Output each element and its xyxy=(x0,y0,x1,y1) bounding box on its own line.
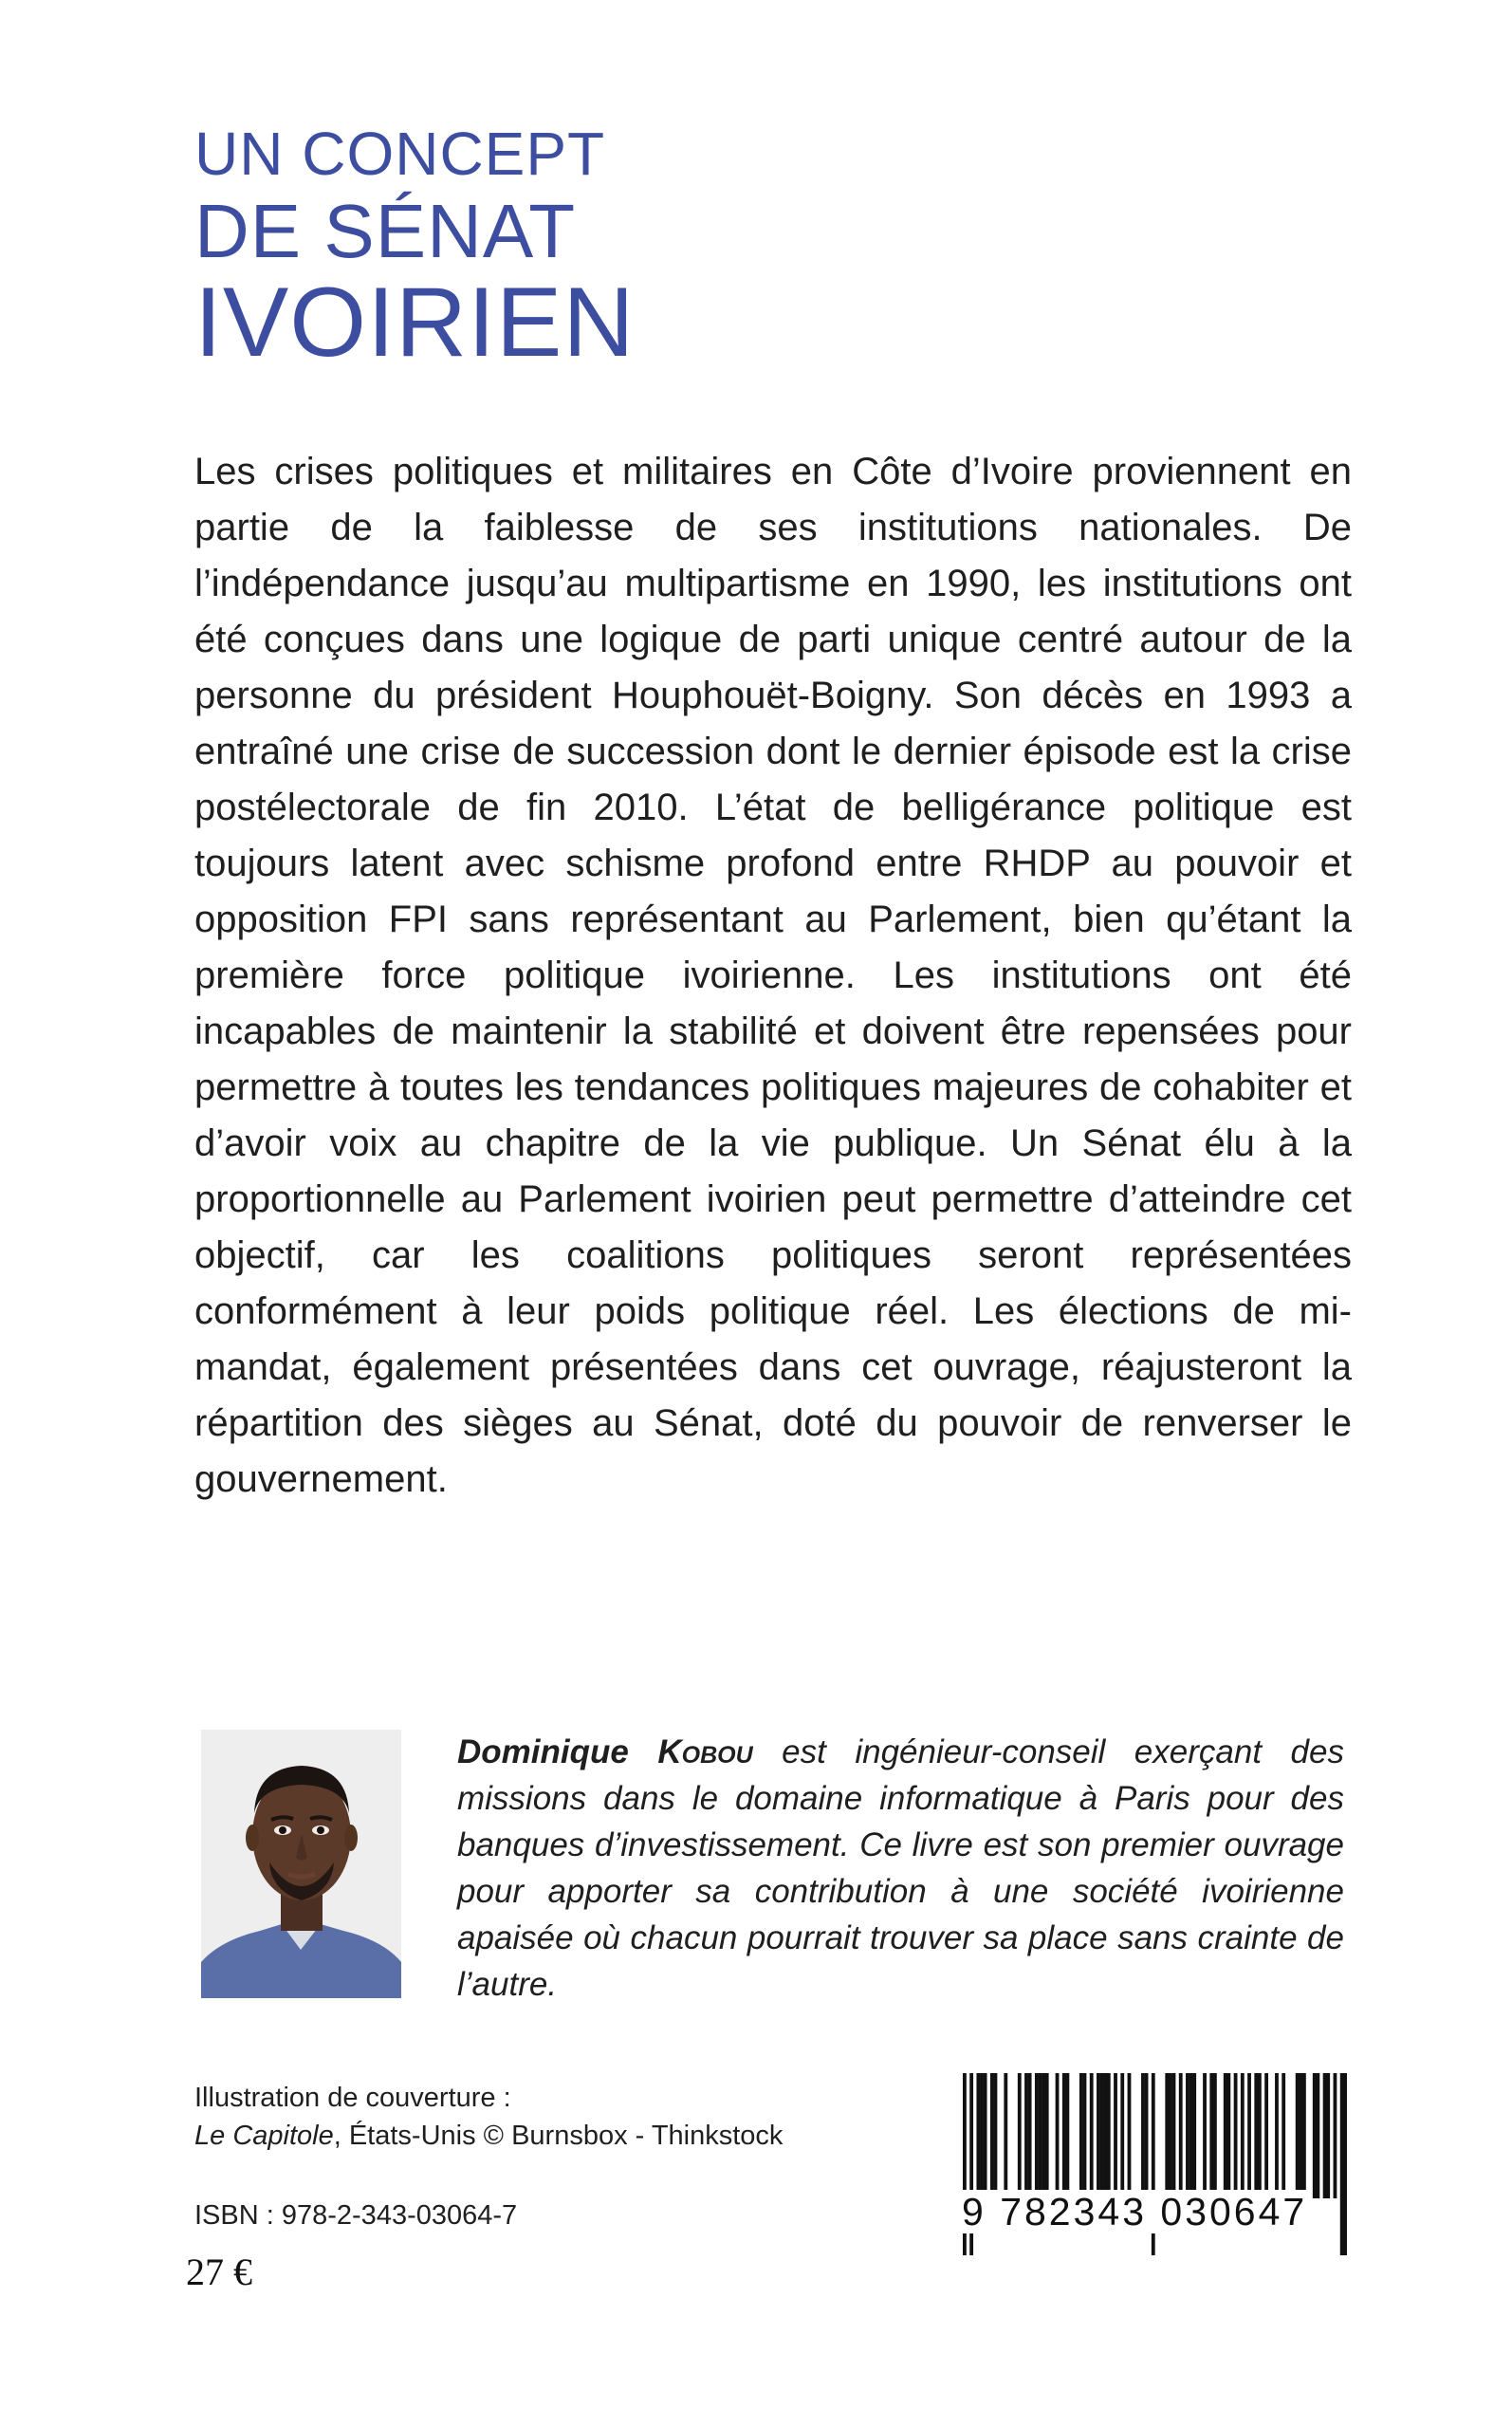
barcode-bar xyxy=(1028,2073,1032,2198)
barcode-bar xyxy=(1141,2073,1145,2198)
illustration-label: Illustration de couverture : xyxy=(194,2083,511,2113)
barcode-bar xyxy=(1103,2073,1107,2198)
barcode-bar xyxy=(1090,2073,1094,2198)
barcode-bar xyxy=(1056,2073,1060,2198)
isbn: ISBN : 978-2-343-03064-7 xyxy=(194,2200,518,2231)
barcode-bar xyxy=(1234,2073,1238,2198)
cover-illustration-credit xyxy=(194,2079,783,2155)
barcode-bar xyxy=(1209,2073,1213,2198)
author-bio xyxy=(457,1729,1344,2008)
barcode-bar xyxy=(1326,2073,1330,2198)
barcode-bar xyxy=(1334,2073,1337,2198)
barcode-bar xyxy=(1275,2073,1279,2198)
author-bio-text: est ingénieur-conseil exerçant des missions dans le domaine informatique à Paris pour des banques d’investissement. Ce livre est son premier ouvrage pour apporter sa contribution à une société ivoirienne apaisée où chacun pourrait trouver sa place sans crainte de l’autre. xyxy=(457,1733,1344,2003)
barcode-bar xyxy=(1004,2073,1007,2198)
barcode-bar xyxy=(980,2073,984,2198)
barcode-bar xyxy=(1062,2073,1066,2198)
barcode-bar xyxy=(1203,2073,1207,2198)
barcode-bar xyxy=(1145,2073,1149,2198)
barcode-bar xyxy=(1107,2073,1111,2198)
barcode-bar xyxy=(1282,2073,1285,2198)
barcode-bar xyxy=(1296,2073,1300,2198)
barcode-bar xyxy=(1024,2073,1028,2198)
illustration-source: , États-Unis © Burnsbox - Thinkstock xyxy=(333,2121,784,2151)
barcode-bar xyxy=(1316,2073,1319,2198)
barcode-bar xyxy=(1313,2073,1317,2198)
author-photo xyxy=(201,1730,401,1998)
barcode-bar xyxy=(984,2073,987,2198)
barcode-bar xyxy=(1114,2073,1117,2198)
barcode-bar xyxy=(1224,2073,1227,2198)
barcode-bar xyxy=(1128,2073,1132,2198)
book-title xyxy=(194,120,636,378)
barcode-digits: 9 782343 030647 xyxy=(962,2190,1308,2233)
barcode-bar xyxy=(1097,2073,1100,2198)
barcode-bar xyxy=(1179,2073,1183,2198)
barcode-bar xyxy=(990,2073,994,2198)
price: 27 € xyxy=(186,2251,252,2293)
barcode-bar xyxy=(1083,2073,1087,2198)
barcode-bar xyxy=(1186,2073,1189,2198)
barcode-bar xyxy=(1165,2073,1169,2198)
barcode-bar xyxy=(1039,2073,1042,2198)
title-line-3: IVOIRIEN xyxy=(194,268,636,378)
illustration-credit-line xyxy=(194,2117,783,2155)
barcode-bar xyxy=(1226,2073,1230,2198)
barcode-bar xyxy=(994,2073,998,2198)
barcode-bar xyxy=(976,2073,980,2198)
barcode-bar xyxy=(1045,2073,1049,2198)
title-line-2: DE SÉNAT xyxy=(194,189,577,273)
author-first-name: Dominique xyxy=(457,1733,629,1770)
barcode-bar xyxy=(1192,2073,1196,2198)
barcode-bar xyxy=(1213,2073,1217,2198)
barcode-bar xyxy=(1241,2073,1245,2198)
barcode-bar xyxy=(1302,2073,1306,2198)
barcode-bar xyxy=(1042,2073,1045,2198)
barcode-bar xyxy=(1264,2073,1268,2198)
barcode-bar xyxy=(1100,2073,1104,2198)
title-line-1: UN CONCEPT xyxy=(194,120,606,188)
barcode-bar xyxy=(1189,2073,1193,2198)
illustration-title: Le Capitole xyxy=(194,2121,334,2151)
barcode-bar xyxy=(1323,2073,1327,2198)
author-portrait-illustration xyxy=(201,1730,401,1998)
barcode-bar xyxy=(1247,2073,1251,2198)
barcode-bar xyxy=(1018,2073,1022,2198)
barcode-bar xyxy=(1172,2073,1176,2198)
back-cover-blurb: Les crises politiques et militaires en Côte d’Ivoire proviennent en partie de la faiblesse de ses institutions nationales. De l’indépendance jusqu’au multipartisme en 1990, les institutions ont été conçues dans une logique de parti unique centré autour de la personne du président Houphouët-Boigny. Son décès en 1993 a entraîné une crise de succession dont le dernier épisode est la crise postélectorale de fin 2010. L’état de belligérance politique est toujours latent avec schisme profond entre RHDP au pouvoir et opposition FPI sans représentant au Parlement, bien qu’étant la première force politique ivoirienne. Les institutions ont été incapables de maintenir la stabilité et doivent être repensées pour permettre à toutes les tendances politiques majeures de cohabiter et d’avoir voix au chapitre de la vie publique. Un Sénat élu à la proportionnelle au Parlement ivoirien peut permettre d’atteindre cet objectif, car les coalitions politiques seront représentées conformément à leur poids politique réel. Les élections de mi-mandat, également présentées dans cet ouvrage, réajusteront la répartition des sièges au Sénat, doté du pouvoir de renverser le gouvernement. xyxy=(194,451,1352,1500)
barcode-bar xyxy=(1169,2073,1172,2198)
barcode-bar xyxy=(1258,2073,1262,2198)
barcode-bar xyxy=(1065,2073,1069,2198)
author-last-name: Kobou xyxy=(657,1733,753,1770)
barcode-bar xyxy=(1079,2073,1083,2198)
barcode-bar xyxy=(1299,2073,1302,2198)
barcode-bar xyxy=(1120,2073,1124,2198)
barcode-bar xyxy=(1035,2073,1039,2198)
barcode-number xyxy=(960,2190,1349,2234)
barcode-bar xyxy=(1254,2073,1258,2198)
